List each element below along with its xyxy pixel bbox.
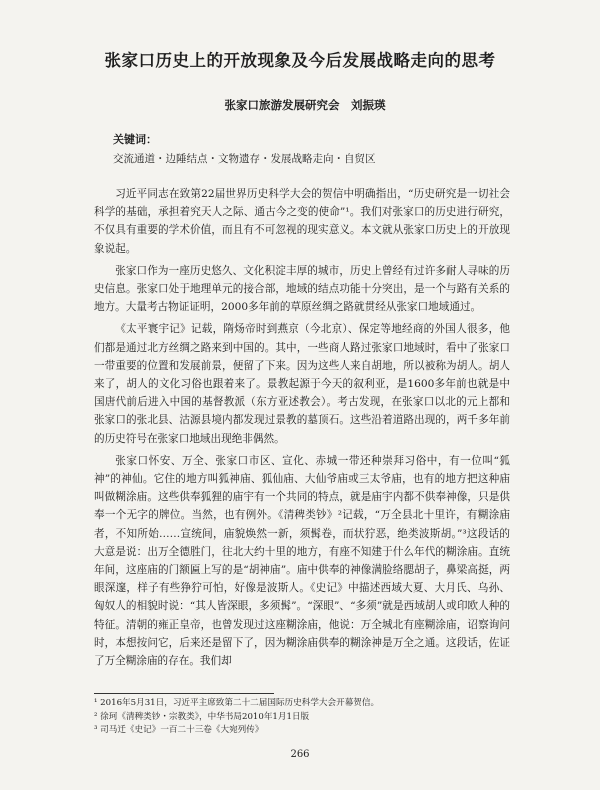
footnotes xyxy=(94,697,510,738)
body-paragraph: 张家口作为一座历史悠久、文化积淀丰厚的城市，历史上曾经有过许多耐人寻味的历史信息。张家口处于地理单元的接合部，地域的结点功能十分突出，是一个与路有关系的地方。大量考古物证证明，2000多年前的草原丝绸之路就贯经从张家口地域通过。 xyxy=(94,264,510,314)
body-paragraph: 习近平同志在致第22届世界历史科学大会的贺信中明确指出，“历史研究是一切社会科学的基础，承担着究天人之际、通古今之变的使命”¹。我们对张家口的历史进行研究，不仅具有重要的学术价值，而且有不可忽视的现实意义。本文就从张家口历史上的开放现象说起。 xyxy=(94,188,510,255)
footnote-item: ³ 司马迁《史记》一百二十三卷《大宛列传》 xyxy=(94,725,264,736)
footnote-divider xyxy=(94,693,274,694)
keywords-label: 关键词： xyxy=(113,133,157,146)
page-number: 266 xyxy=(290,749,310,760)
article-body xyxy=(94,185,510,670)
body-paragraph: 张家口怀安、万全、张家口市区、宣化、赤城一带还种崇拜习俗中，有一位叫“狐神”的神仙。它住的地方叫狐神庙、狐仙庙、大仙爷庙或三太爷庙，也有的地方把这种庙叫做糊涂庙。这些供奉狐狸的庙宇有一个共同的特点，就是庙宇内都不供奉神像，只是供奉一个无字的牌位。当然，也有例外。《清稗类钞》²记载，“万全县北十里许，有糊涂庙者，不知所始……宣统间，庙貌焕然一新，须髯卷，而状狞恶，绝类波斯胡。”³这段话的大意是说：出万全德胜门，往北大约十里的地方，有座不知建于什么年代的糊涂庙。直统年间，这座庙的门额匾上写的是“胡神庙”。庙中供奉的神像满脸络腮胡子，鼻梁高挺，两眼深邃，样子有些狰狞可怕，好像是波斯人。《史记》中描述西域大夏、大月氏、乌孙、匈奴人的相貌时说：“其人皆深眼，多须髯”。“深眼”、“多须”就是西域胡人或印欧人种的特征。清朝的雍正皇帝，也曾发现过这座糊涂庙，他说：万全城北有座糊涂庙，诏察询问时，本想按问它，后来还是留下了，因为糊涂庙供奉的糊涂神是万全之通。这段话，佐证了万全糊涂庙的存在。我们却 xyxy=(94,454,510,668)
footnote-item: ² 徐珂《清稗类钞・宗教类》，中华书局2010年1月1日版 xyxy=(94,711,310,722)
footnote-item: ¹ 2016年5月31日，习近平主席致第二十二届国际历史科学大会开幕贺信。 xyxy=(94,698,380,708)
article-title: 张家口历史上的开放现象及今后发展战略走向的思考 xyxy=(104,51,496,70)
keywords-text: 交流通道・边陲结点・文物遗存・发展战略走向・自贸区 xyxy=(113,153,376,165)
body-paragraph: 《太平寰宇记》记载，隋炀帝时到燕京（今北京）、保定等地经商的外国人很多，他们都是通过北方丝绸之路来到中国的。其中，一些商人路过张家口地域时，看中了张家口一带重要的位置和发展前景，便留了下来。因为这些人来自胡地，所以被称为胡人。胡人来了，胡人的文化习俗也跟着来了。景教起源于今天的叙利亚，是1600多年前也就是中国唐代前后进入中国的基督教派（东方亚述教会）。考古发现，在张家口以北的元上都和张家口的张北县、沽源县境内都发现过景教的墓顶石。这些沿着道路出现的，两千多年前的历史符号在张家口地域出现绝非偶然。 xyxy=(94,323,510,445)
author-line: 张家口旅游发展研究会 刘振瑛 xyxy=(224,98,386,112)
